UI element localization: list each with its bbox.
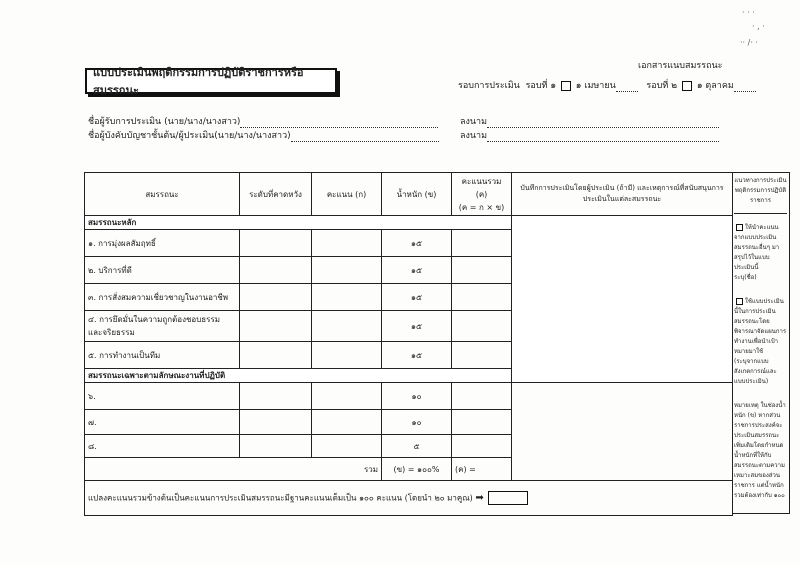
expected-cell[interactable] bbox=[240, 342, 312, 369]
score-cell[interactable] bbox=[312, 230, 382, 257]
expected-cell[interactable] bbox=[240, 383, 312, 410]
weight-cell: ๑๐ bbox=[382, 383, 452, 410]
guidance-header: แนวทางการประเมินพฤติกรรมการปฏิบัติราชการ bbox=[734, 175, 787, 214]
guidance-box bbox=[732, 172, 790, 514]
option1-checkbox[interactable] bbox=[736, 224, 743, 231]
row-core-5: ๕. การทำงานเป็นทีม bbox=[85, 342, 240, 369]
weight-cell: ๑๕ bbox=[382, 230, 452, 257]
evaluatee-field[interactable]: ชื่อผู้รับการประเมิน (นาย/นาง/นางสาว) bbox=[88, 114, 438, 128]
corner-scribble: · , · bbox=[752, 22, 765, 31]
header-score: คะแนน (ก) bbox=[312, 173, 382, 216]
row-specific-7: ๗. bbox=[85, 410, 240, 435]
header-notes: บันทึกการประเมินโดยผู้ประเมิน (ถ้ามี) และเหตุการณ์ที่สนับสนุนการประเมินในแต่ละสมรรถนะ bbox=[512, 173, 733, 216]
row-specific-8: ๘. bbox=[85, 435, 240, 458]
score-cell[interactable] bbox=[312, 383, 382, 410]
guidance-note: หมายเหตุ ในช่องน้ำหนัก (ข) หากส่วนราชการประสงค์จะประเมินสมรรถนะเพิ่มเติมโดยกำหนดน้ำหนักที่ให้กับสมรรถนะตามความเหมาะสมของส่วนราชการ แต่น้ำหนักรวมต้องเท่ากับ ๑๐๐ bbox=[734, 402, 786, 499]
total-cell[interactable] bbox=[452, 257, 512, 284]
score-cell[interactable] bbox=[312, 257, 382, 284]
total-cell[interactable] bbox=[452, 410, 512, 435]
total-cell[interactable] bbox=[452, 435, 512, 458]
expected-cell[interactable] bbox=[240, 284, 312, 311]
round2-date: ๑ ตุลาคม bbox=[696, 81, 734, 91]
sum-label: รวม bbox=[85, 458, 382, 481]
round-selection bbox=[458, 78, 756, 92]
doc-label: เอกสารแนบสมรรถนะ bbox=[638, 61, 723, 71]
expected-cell[interactable] bbox=[240, 435, 312, 458]
round2-checkbox[interactable] bbox=[682, 81, 692, 91]
weight-cell: ๕ bbox=[382, 435, 452, 458]
total-cell[interactable] bbox=[452, 230, 512, 257]
sign-field-1[interactable]: ลงนาม bbox=[460, 114, 719, 128]
score-cell[interactable] bbox=[312, 410, 382, 435]
guidance-option-1: ให้นำคะแนนจากแบบประเมินสมรรถนะอื่นๆ มาสรุปไว้ในแบบประเมินนี้ ระบุ(ชื่อ) bbox=[734, 224, 780, 281]
score-cell[interactable] bbox=[312, 311, 382, 342]
notes-cell-2[interactable] bbox=[512, 383, 733, 481]
weight-cell: ๑๐ bbox=[382, 410, 452, 435]
arrow-right-icon: ➡ bbox=[475, 492, 484, 504]
option2-checkbox[interactable] bbox=[736, 298, 743, 305]
header-total: คะแนนรวม (ค) (ค = ก × ข) bbox=[452, 173, 512, 216]
row-specific-6: ๖. bbox=[85, 383, 240, 410]
notes-cell[interactable] bbox=[512, 216, 733, 383]
score-cell[interactable] bbox=[312, 435, 382, 458]
evaluator-field[interactable]: ชื่อผู้บังคับบัญชาชั้นต้น/ผู้ประเมิน(นาย/นาง/นางสาว) bbox=[88, 128, 439, 142]
weight-cell: ๑๕ bbox=[382, 311, 452, 342]
round-label: รอบการประเมิน bbox=[458, 81, 520, 91]
total-cell[interactable] bbox=[452, 311, 512, 342]
header-competency: สมรรถนะ bbox=[85, 173, 240, 216]
row-core-4: ๔. การยึดมั่นในความถูกต้องชอบธรรม และจริยธรรม bbox=[85, 311, 240, 342]
score-cell[interactable] bbox=[312, 284, 382, 311]
corner-scribble: · · · bbox=[742, 8, 755, 17]
round1-checkbox[interactable] bbox=[561, 81, 571, 91]
total-cell[interactable] bbox=[452, 383, 512, 410]
sum-total[interactable]: (ค) = bbox=[452, 458, 512, 481]
round1-label: รอบที่ ๑ bbox=[525, 81, 557, 91]
weight-cell: ๑๕ bbox=[382, 342, 452, 369]
section-specific: สมรรถนะเฉพาะตามลักษณะงานที่ปฏิบัติ bbox=[85, 369, 512, 383]
header-weight: น้ำหนัก (ข) bbox=[382, 173, 452, 216]
section-core: สมรรถนะหลัก bbox=[85, 216, 512, 230]
header-expected: ระดับที่คาดหวัง bbox=[240, 173, 312, 216]
guidance-option-2: ใช้แบบประเมินนี้ในการประเมินสมรรถนะโดยพิจารณาจัดแผนการทำงานเพื่อนำเป้าหมายมาใช้ (ระบุจากแบบสังเกตการณ์และแบบประเมิน) bbox=[734, 298, 787, 385]
row-core-2: ๒. บริการที่ดี bbox=[85, 257, 240, 284]
row-core-3: ๓. การสั่งสมความเชี่ยวชาญในงานอาชีพ bbox=[85, 284, 240, 311]
round2-label: รอบที่ ๒ bbox=[646, 81, 678, 91]
score-cell[interactable] bbox=[312, 342, 382, 369]
corner-scribble: ·· /· · bbox=[740, 38, 758, 47]
weight-cell: ๑๕ bbox=[382, 257, 452, 284]
round1-date: ๑ เมษายน bbox=[575, 81, 616, 91]
footer-conversion: แปลงคะแนนรวมข้างต้นเป็นคะแนนการประเมินสมรรถนะมีฐานคะแนนเต็มเป็น ๑๐๐ คะแนน (โดยนำ ๒๐ มาคูณ) ➡ bbox=[85, 481, 733, 516]
row-core-1: ๑. การมุ่งผลสัมฤทธิ์ bbox=[85, 230, 240, 257]
sum-weight: (ข) = ๑๐๐% bbox=[382, 458, 452, 481]
sign-field-2[interactable]: ลงนาม bbox=[460, 128, 719, 142]
competency-table bbox=[84, 172, 733, 516]
expected-cell[interactable] bbox=[240, 410, 312, 435]
expected-cell[interactable] bbox=[240, 311, 312, 342]
total-cell[interactable] bbox=[452, 284, 512, 311]
total-cell[interactable] bbox=[452, 342, 512, 369]
expected-cell[interactable] bbox=[240, 230, 312, 257]
expected-cell[interactable] bbox=[240, 257, 312, 284]
final-score-box[interactable] bbox=[488, 491, 528, 505]
weight-cell: ๑๕ bbox=[382, 284, 452, 311]
form-title: แบบประเมินพฤติกรรมการปฏิบัติราชการหรือสมรรถนะ bbox=[85, 68, 337, 94]
